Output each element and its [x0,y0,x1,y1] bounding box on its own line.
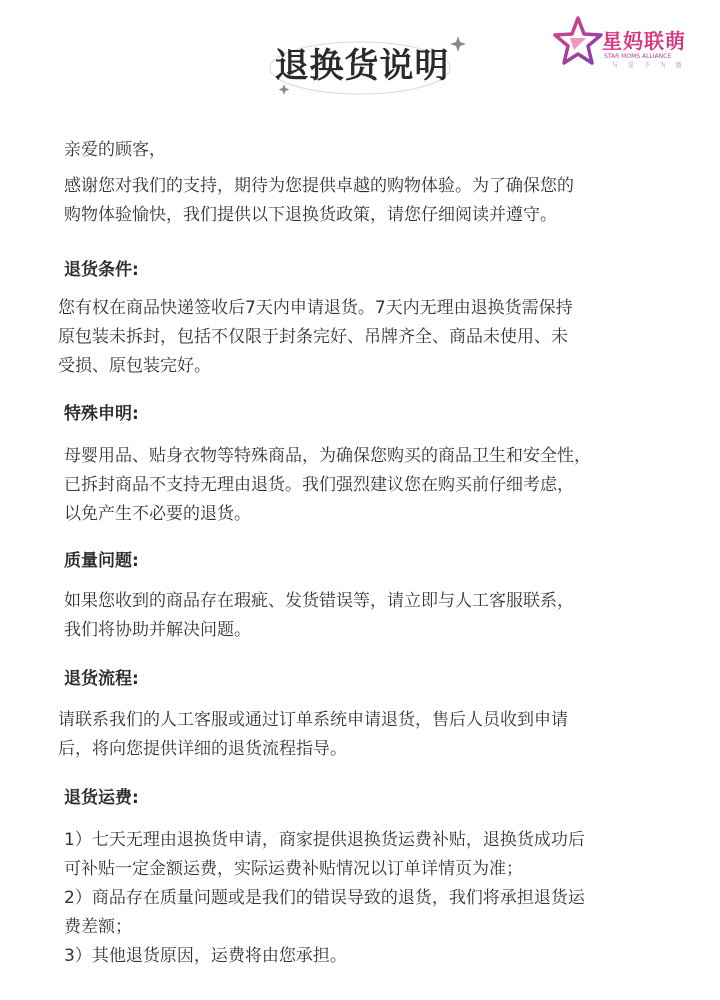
section-heading-special-statement: 特殊申明: [64,404,139,424]
title-area [260,30,470,100]
section-body-return-conditions: 您有权在商品快递签收后7天内申请退货。7天内无理由退换货需保持 原包装未拆封，包括不仅限于封条完好、吊牌齐全、商品未使用、未 受损、原包装完好。 [58,298,573,376]
brand-tagline: 与 爱 予 为 邀 [612,62,686,69]
section-body-special-statement: 母婴用品、贴身衣物等特殊商品，为确保您购买的商品卫生和安全性， 已拆封商品不支持无理由退货。我们强烈建议您在购买前仔细考虑， 以免产生不必要的退货。 [64,446,591,524]
greeting: 亲爱的顾客， [64,140,166,160]
star-logo-icon [552,14,604,70]
section-heading-return-process: 退货流程: [64,669,139,689]
brand-logo [552,14,712,70]
brand-name: 星妈联萌 [602,29,686,53]
section-body-return-process: 请联系我们的人工客服或通过订单系统申请退货，售后人员收到申请 后，将向您提供详细的退货流程指导。 [58,710,568,759]
section-heading-return-conditions: 退货条件: [64,260,139,280]
page-title: 退换货说明 [274,46,450,86]
sparkle-icon [450,36,466,52]
section-body-return-shipping: 1）七天无理由退换货申请，商家提供退换货运费补贴，退换货成功后 可补贴一定金额运费，实际运费补贴情况以订单详情页为准； 2）商品存在质量问题或是我们的错误导致的退货，我们将承担退货运 费差额； 3）其他退货原因，运费将由您承担。 [64,830,585,966]
section-heading-return-shipping: 退货运费: [64,788,139,808]
brand-english: STAR MOMS ALLIANCE [604,53,672,60]
intro-paragraph: 感谢您对我们的支持，期待为您提供卓越的购物体验。为了确保您的 购物体验愉快，我们提供以下退换货政策，请您仔细阅读并遵守。 [64,176,574,225]
section-body-quality-issues: 如果您收到的商品存在瑕疵、发货错误等，请立即与人工客服联系， 我们将协助并解决问题。 [64,591,574,640]
section-heading-quality-issues: 质量问题: [64,551,139,571]
